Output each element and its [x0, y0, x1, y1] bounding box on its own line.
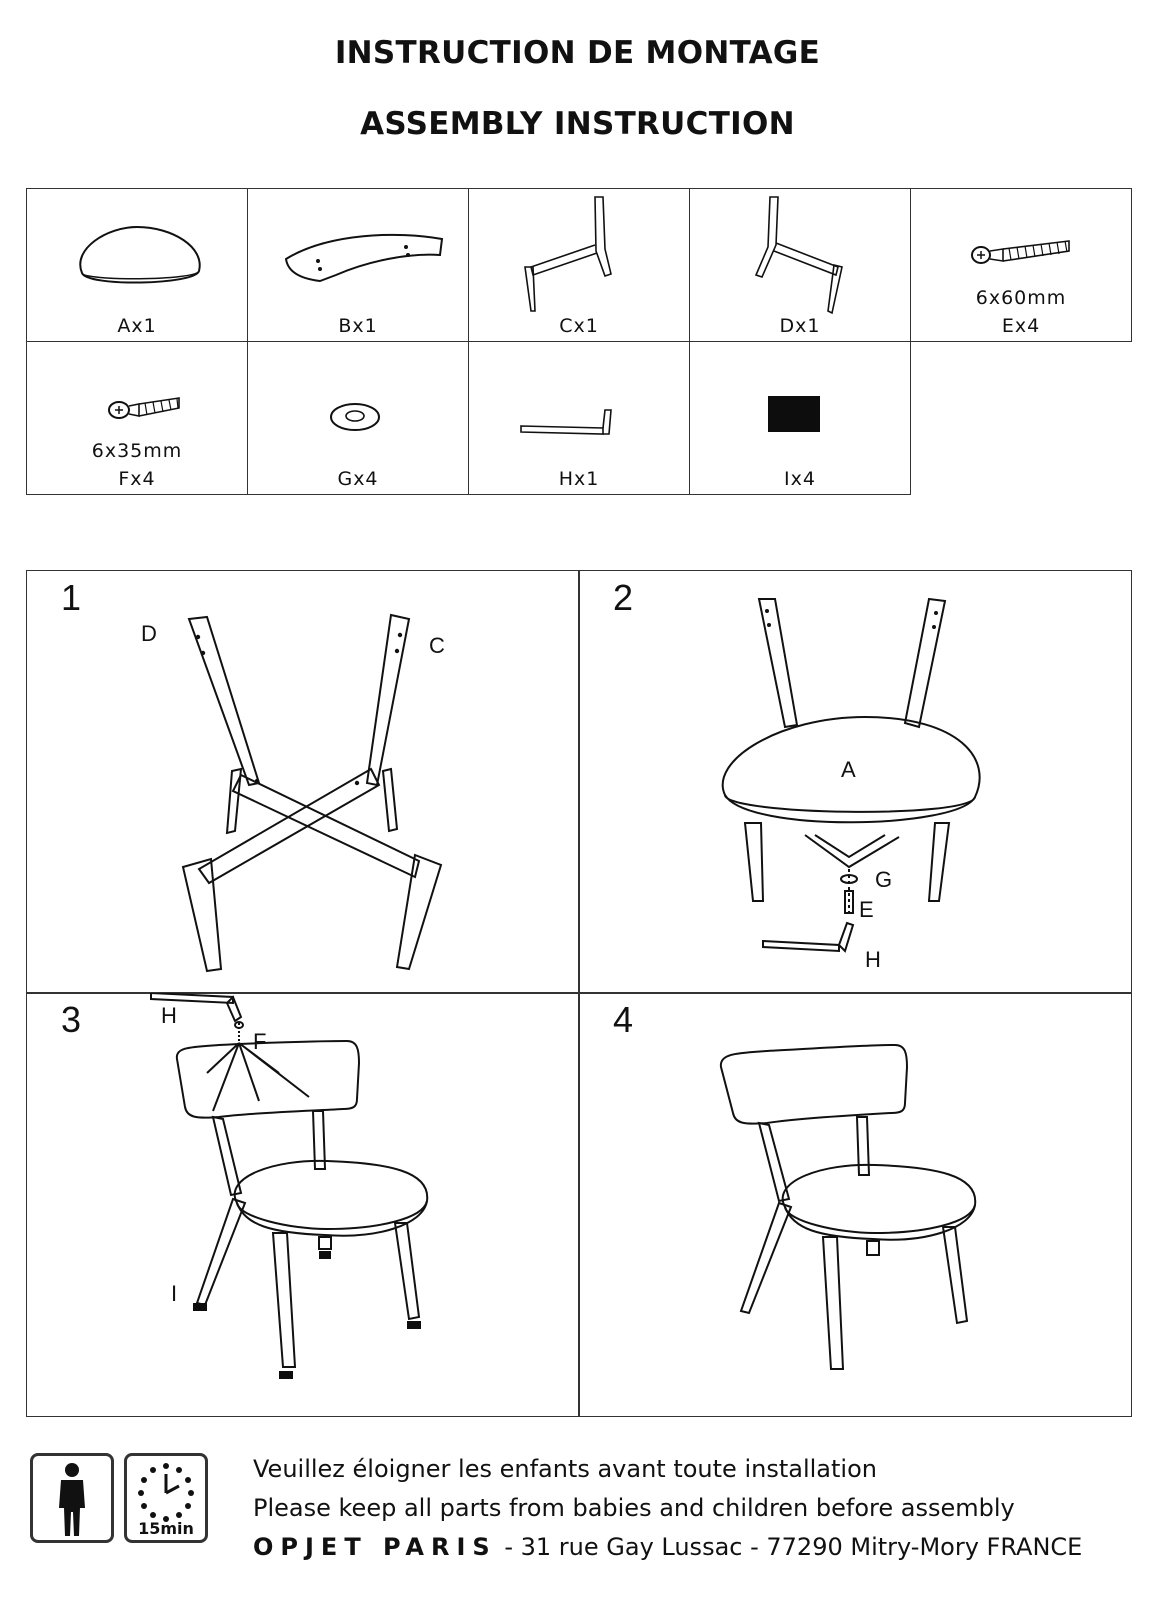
part-cell-e [910, 188, 1132, 342]
part-callout-a: A [841, 757, 856, 782]
part-cell-a [26, 188, 248, 342]
part-dimension: 6x35mm [91, 440, 183, 462]
step-number: 3 [61, 999, 82, 1040]
part-cell-f [26, 341, 248, 495]
step-4-illustration [579, 993, 1133, 1418]
part-label: Gx4 [337, 468, 379, 490]
part-cell-b [247, 188, 469, 342]
step-number: 4 [613, 999, 634, 1040]
part-label: Ax1 [117, 315, 157, 337]
part-callout-g: G [875, 867, 893, 892]
steps-grid [26, 570, 1132, 1417]
step-1-illustration [27, 571, 578, 992]
part-callout-c: C [429, 633, 445, 658]
part-label: Ix4 [784, 468, 816, 490]
brand-name: OPJET PARIS [253, 1533, 497, 1561]
part-callout-e: E [859, 897, 874, 922]
part-label: Bx1 [338, 315, 378, 337]
person-icon [30, 1453, 114, 1543]
step-number: 1 [61, 577, 82, 618]
warning-text-en: Please keep all parts from babies and children before assembly [253, 1494, 1015, 1522]
part-dimension: 6x60mm [975, 287, 1067, 309]
page-title-en: ASSEMBLY INSTRUCTION [360, 106, 795, 142]
assembly-time: 15min [138, 1519, 194, 1538]
part-callout-d: D [141, 621, 157, 646]
warning-text-fr: Veuillez éloigner les enfants avant toute installation [253, 1455, 877, 1483]
part-label: Hx1 [558, 468, 600, 490]
part-cell-h [468, 341, 690, 495]
part-callout-f: F [253, 1029, 267, 1054]
part-cell-g [247, 341, 469, 495]
part-cell-i [689, 341, 911, 495]
company-address [253, 1533, 1082, 1561]
step-4 [579, 993, 1133, 1418]
part-cell-c [468, 188, 690, 342]
step-2 [579, 571, 1133, 992]
part-label: Ex4 [1001, 315, 1041, 337]
address-text: - 31 rue Gay Lussac - 77290 Mitry-Mory FRANCE [496, 1533, 1083, 1561]
page-title-fr: INSTRUCTION DE MONTAGE [334, 35, 821, 71]
step-1 [27, 571, 578, 992]
step-3-illustration [27, 993, 578, 1418]
part-callout-i: I [171, 1281, 178, 1306]
step-2-illustration [579, 571, 1133, 992]
part-callout-h: H [161, 1003, 177, 1028]
part-cell-d [689, 188, 911, 342]
clock-icon [124, 1453, 208, 1543]
step-number: 2 [613, 577, 634, 618]
part-label: Cx1 [559, 315, 599, 337]
step-3 [27, 993, 578, 1418]
part-label: Fx4 [118, 468, 156, 490]
part-callout-h: H [865, 947, 881, 972]
part-label: Dx1 [779, 315, 821, 337]
